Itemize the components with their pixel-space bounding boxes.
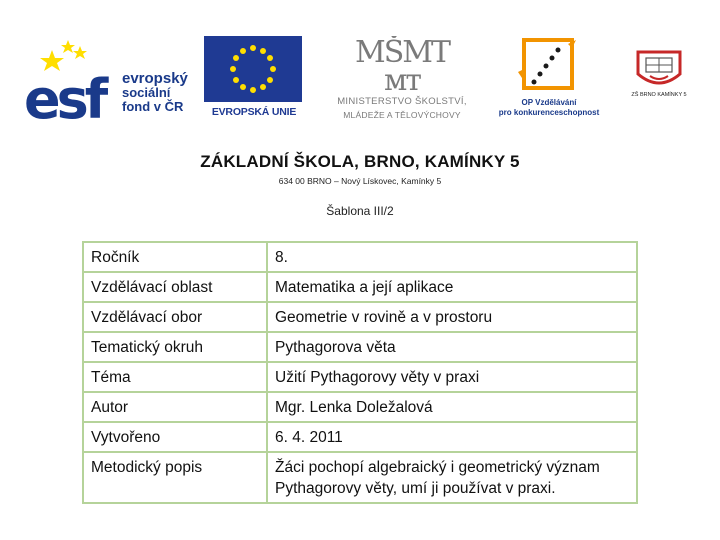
row-label: Téma bbox=[83, 362, 267, 392]
school-crest-icon bbox=[628, 48, 690, 92]
row-label: Ročník bbox=[83, 242, 267, 272]
info-table bbox=[82, 241, 638, 504]
msmt-mark-icon bbox=[312, 36, 492, 94]
eu-logo bbox=[204, 36, 302, 124]
row-label: Metodický popis bbox=[83, 452, 267, 503]
school-title: ZÁKLADNÍ ŠKOLA, BRNO, KAMÍNKY 5 bbox=[200, 152, 520, 171]
logo-header bbox=[0, 0, 720, 130]
eu-flag-icon bbox=[204, 36, 302, 102]
op-caption bbox=[490, 98, 608, 118]
esf-logo bbox=[24, 36, 196, 124]
row-value: Žáci pochopí algebraický i geometrický význam Pythagorovy věty, umí ji používat v praxi. bbox=[267, 452, 637, 503]
row-value: Matematika a její aplikace bbox=[267, 272, 637, 302]
row-value: 6. 4. 2011 bbox=[267, 422, 637, 452]
table-row bbox=[83, 452, 637, 503]
row-label: Tematický okruh bbox=[83, 332, 267, 362]
esf-line-1: evropský bbox=[122, 70, 188, 87]
msmt-caption-1: MINISTERSTVO ŠKOLSTVÍ, bbox=[337, 96, 467, 107]
table-row bbox=[83, 302, 637, 332]
school-address: 634 00 BRNO – Nový Lískovec, Kamínky 5 bbox=[278, 176, 442, 186]
svg-text:ᴍᴛ: ᴍᴛ bbox=[384, 63, 420, 94]
table-row bbox=[83, 392, 637, 422]
table-row bbox=[83, 272, 637, 302]
msmt-caption-2: MLÁDEŽE A TĚLOVÝCHOVY bbox=[343, 110, 461, 120]
row-value: Mgr. Lenka Doležalová bbox=[267, 392, 637, 422]
row-value: 8. bbox=[267, 242, 637, 272]
row-label: Autor bbox=[83, 392, 267, 422]
table-row bbox=[83, 422, 637, 452]
msmt-logo bbox=[312, 36, 492, 124]
row-value: Geometrie v rovině a v prostoru bbox=[267, 302, 637, 332]
row-label: Vytvořeno bbox=[83, 422, 267, 452]
table-row bbox=[83, 362, 637, 392]
svg-text:MŠMT: MŠMT bbox=[355, 36, 449, 70]
op-logo bbox=[490, 36, 608, 124]
crest-caption: ZŠ BRNO KAMÍNKY 5 bbox=[631, 92, 687, 98]
template-label: Šablona III/2 bbox=[326, 204, 394, 218]
esf-line-2: sociální bbox=[122, 85, 171, 100]
esf-line-3: fond v ČR bbox=[122, 99, 184, 114]
row-value: Pythagorova věta bbox=[267, 332, 637, 362]
op-mark-icon bbox=[490, 36, 608, 96]
table-row bbox=[83, 242, 637, 272]
svg-text:esf: esf bbox=[24, 68, 105, 124]
row-label: Vzdělávací oblast bbox=[83, 272, 267, 302]
esf-caption bbox=[122, 72, 188, 114]
esf-mark-icon bbox=[24, 36, 124, 124]
op-caption-2: pro konkurenceschopnost bbox=[498, 108, 600, 117]
school-crest-logo bbox=[628, 48, 690, 106]
table-row bbox=[83, 332, 637, 362]
op-caption-1: OP Vzdělávání bbox=[521, 98, 577, 107]
eu-caption: EVROPSKÁ UNIE bbox=[211, 106, 297, 118]
row-value: Užití Pythagorovy věty v praxi bbox=[267, 362, 637, 392]
row-label: Vzdělávací obor bbox=[83, 302, 267, 332]
